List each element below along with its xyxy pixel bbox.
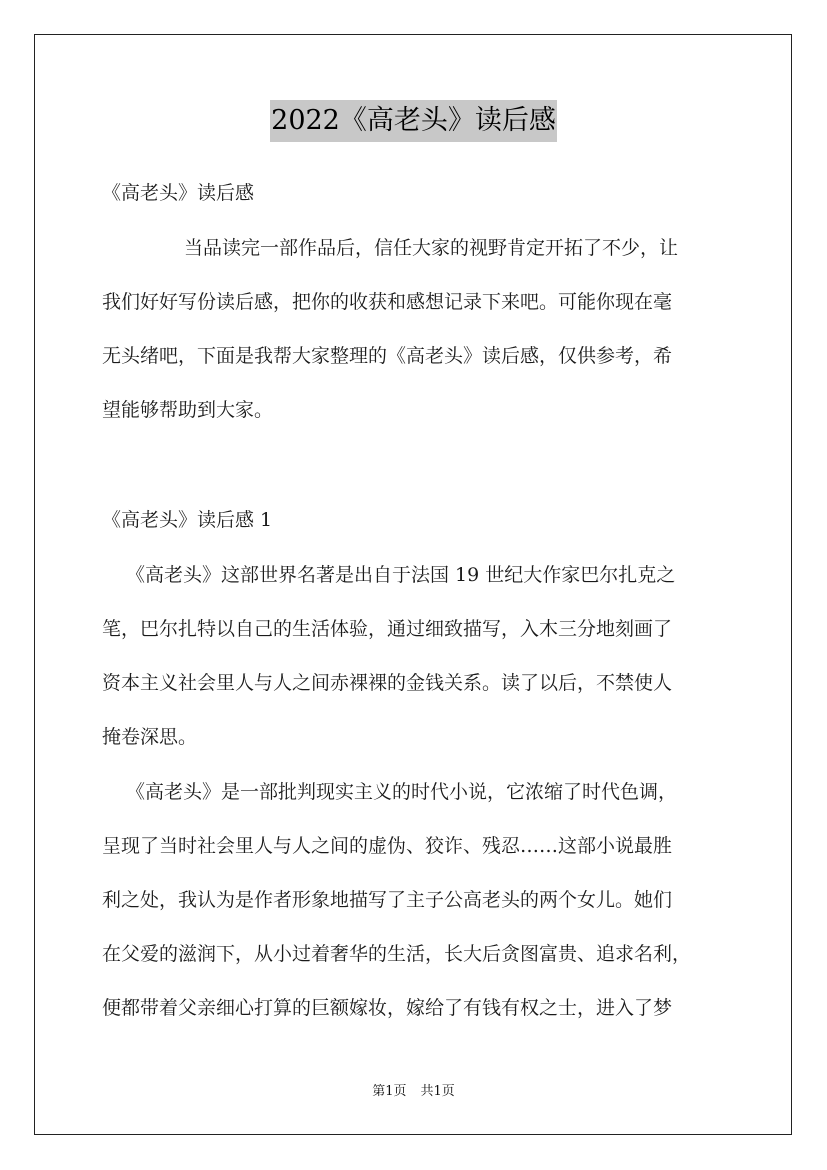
intro-line: 我们好好写份读后感，把你的收获和感想记录下来吧。可能你现在毫: [102, 291, 673, 313]
paragraph-line: 《高老头》这部世界名著是出自于法国 19 世纪大作家巴尔扎克之: [126, 564, 676, 586]
page-total: 共1页: [420, 1084, 455, 1099]
paragraph-line: 在父爱的滋润下，从小过着奢华的生活，长大后贪图富贵、追求名利，: [102, 943, 692, 965]
paragraph-line: 资本主义社会里人与人之间赤裸裸的金钱关系。读了以后，不禁使人: [102, 672, 673, 694]
subheading: 《高老头》读后感: [102, 182, 255, 204]
paragraph-line: 掩卷深思。: [102, 726, 198, 748]
title-container: [0, 100, 827, 142]
page-number: 第1页: [372, 1084, 407, 1099]
paragraph-line: 利之处，我认为是作者形象地描写了主子公高老头的两个女儿。她们: [102, 889, 673, 911]
paragraph-line: 便都带着父亲细心打算的巨额嫁妆，嫁给了有钱有权之士，进入了梦: [102, 997, 673, 1019]
page-footer: [0, 1084, 827, 1100]
intro-line: 无头绪吧，下面是我帮大家整理的《高老头》读后感，仅供参考，希: [102, 345, 673, 367]
intro-line: 当品读完一部作品后，信任大家的视野肯定开拓了不少，让: [184, 237, 679, 259]
document-title: 2022《高老头》读后感: [270, 100, 557, 142]
paragraph-line: 《高老头》是一部批判现实主义的时代小说，它浓缩了时代色调，: [126, 781, 678, 803]
section-heading: 《高老头》读后感 1: [102, 509, 273, 531]
paragraph-line: 笔，巴尔扎特以自己的生活体验，通过细致描写，入木三分地刻画了: [102, 618, 673, 640]
intro-line: 望能够帮助到大家。: [102, 399, 274, 421]
paragraph-line: 呈现了当时社会里人与人之间的虚伪、狡诈、残忍……这部小说最胜: [102, 835, 673, 857]
